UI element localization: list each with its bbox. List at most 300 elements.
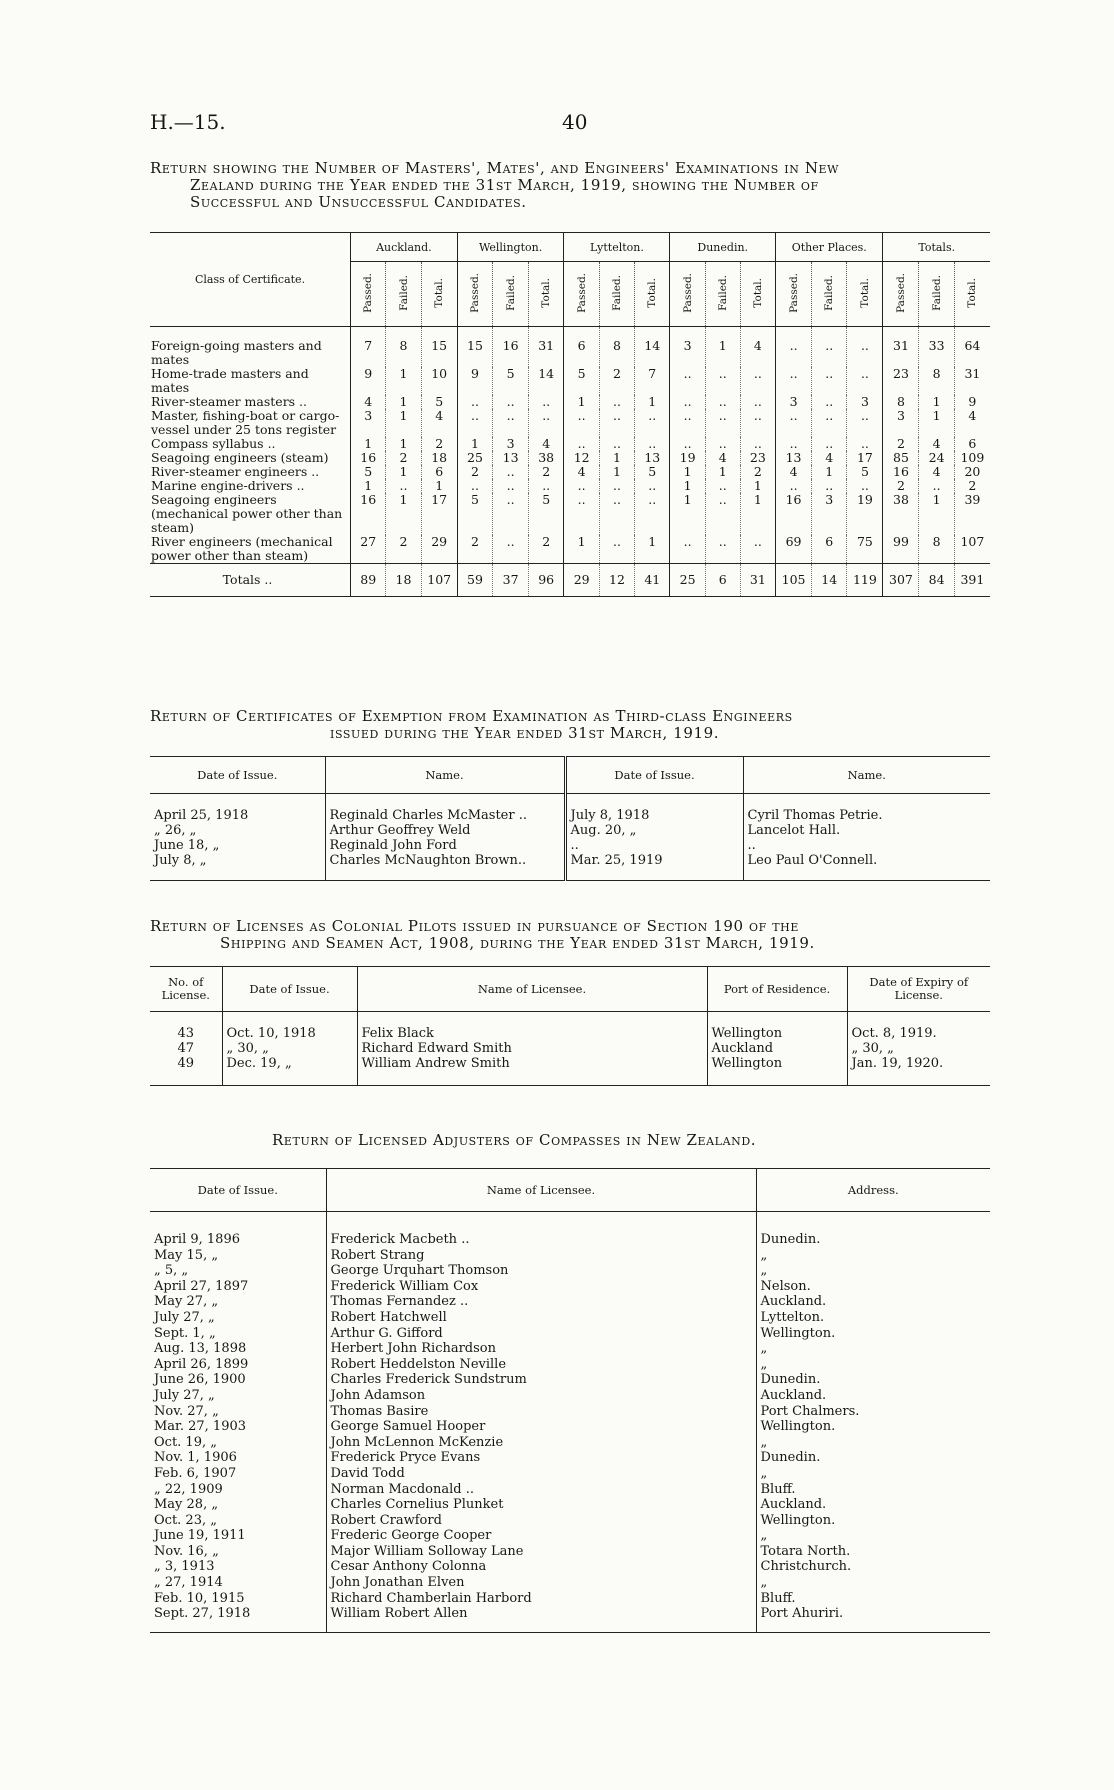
count-cell: 3 (351, 409, 386, 437)
table-row (150, 1575, 990, 1591)
date-cell: June 18, „ (154, 838, 220, 853)
address-cell: Port Ahuriri. (756, 1606, 990, 1632)
count-cell: 3 (670, 327, 705, 368)
count-cell: 3 (776, 395, 812, 409)
count-cell: .. (812, 367, 847, 395)
count-cell: 2 (457, 465, 493, 479)
licensee-cell: Herbert John Richardson (326, 1341, 756, 1357)
port-cell: Auckland (707, 1041, 847, 1056)
table-row (150, 1419, 990, 1435)
count-cell: .. (812, 327, 847, 368)
count-cell: 6 (421, 465, 457, 479)
count-cell: 5 (493, 367, 529, 395)
date-cell: „ 26, „ (154, 823, 197, 838)
count-cell: 2 (528, 465, 564, 479)
count-cell: .. (528, 479, 564, 493)
examinations-table (150, 232, 990, 597)
name-cell: Reginald Charles McMaster .. (325, 794, 565, 824)
licensee-cell: Charles Frederick Sundstrum (326, 1372, 756, 1388)
table-row (150, 1310, 990, 1326)
adjusters-title: Return of Licensed Adjusters of Compasses in New Zealand. (272, 1131, 757, 1149)
certificate-class: River engineers (mechanical power other than steam) (151, 534, 333, 563)
sub-header: Total. (421, 262, 457, 327)
count-cell: 2 (386, 451, 421, 465)
date-cell: .. (565, 838, 743, 853)
sub-header: Passed. (564, 262, 599, 327)
date-cell: „ 30, „ (222, 1041, 357, 1056)
count-cell: .. (599, 395, 634, 409)
count-cell: 5 (635, 465, 670, 479)
date-cell: May 27, „ (154, 1294, 219, 1310)
count-cell: .. (493, 409, 529, 437)
count-cell: .. (847, 437, 883, 451)
count-cell: .. (599, 535, 634, 564)
count-cell: .. (812, 479, 847, 493)
count-cell: 2 (883, 437, 919, 451)
table-row (150, 493, 990, 535)
count-cell: 13 (635, 451, 670, 465)
sub-header: Passed. (776, 262, 812, 327)
sub-header: Passed. (457, 262, 493, 327)
address-cell: Dunedin. (756, 1450, 990, 1466)
table-row (150, 1450, 990, 1466)
certificate-class: Home-trade masters and mates (151, 366, 309, 395)
table-row (150, 465, 990, 479)
count-cell: .. (599, 437, 634, 451)
address-cell: „ (756, 1357, 990, 1373)
group-header: Dunedin. (670, 233, 776, 262)
date-cell: Aug. 13, 1898 (154, 1341, 247, 1357)
count-cell: .. (599, 493, 634, 535)
date-cell: Nov. 27, „ (154, 1403, 219, 1419)
table-row (150, 1513, 990, 1529)
address-cell: „ (756, 1248, 990, 1264)
address-cell: „ (756, 1528, 990, 1544)
pilots-table (150, 966, 990, 1086)
date-cell: Aug. 20, „ (565, 823, 743, 838)
date-cell: „ 22, 1909 (154, 1481, 223, 1497)
total-cell: 59 (457, 564, 493, 597)
count-cell: .. (740, 367, 775, 395)
count-cell: 1 (386, 395, 421, 409)
count-cell: 4 (919, 437, 954, 451)
count-cell: 13 (493, 451, 529, 465)
licensee-cell: John McLennon McKenzie (326, 1435, 756, 1451)
sub-header: Failed. (493, 262, 529, 327)
count-cell: 1 (564, 395, 599, 409)
group-header: Wellington. (457, 233, 564, 262)
total-cell: 89 (351, 564, 386, 597)
count-cell: .. (705, 535, 740, 564)
count-cell: 7 (351, 327, 386, 368)
date-cell: Oct. 10, 1918 (222, 1012, 357, 1042)
table-row (150, 1497, 990, 1513)
count-cell: 1 (705, 465, 740, 479)
count-cell: 1 (599, 451, 634, 465)
total-cell: 41 (635, 564, 670, 597)
count-cell: 4 (954, 409, 990, 437)
name-cell: Arthur Geoffrey Weld (325, 823, 565, 838)
count-cell: 29 (421, 535, 457, 564)
count-cell: 23 (883, 367, 919, 395)
count-cell: .. (493, 535, 529, 564)
count-cell: 5 (421, 395, 457, 409)
count-cell: 9 (457, 367, 493, 395)
count-cell: 31 (528, 327, 564, 368)
address-cell: Bluff. (756, 1482, 990, 1498)
count-cell: .. (776, 479, 812, 493)
col-date-of-issue: Date of Issue. (150, 757, 325, 794)
count-cell: 64 (954, 327, 990, 368)
address-cell: Port Chalmers. (756, 1404, 990, 1420)
count-cell: 2 (386, 535, 421, 564)
count-cell: 2 (457, 535, 493, 564)
count-cell: .. (670, 395, 705, 409)
licensee-cell: Robert Strang (326, 1248, 756, 1264)
count-cell: 17 (421, 493, 457, 535)
count-cell: .. (635, 493, 670, 535)
col-expiry: Date of Expiry of License. (847, 967, 990, 1012)
licensee-cell: John Adamson (326, 1388, 756, 1404)
count-cell: 8 (883, 395, 919, 409)
table-row (150, 1279, 990, 1295)
total-cell: 96 (528, 564, 564, 597)
count-cell: 16 (351, 451, 386, 465)
count-cell: 1 (599, 465, 634, 479)
date-cell: May 28, „ (154, 1497, 219, 1513)
count-cell: .. (776, 409, 812, 437)
count-cell: 16 (776, 493, 812, 535)
certificate-class: River-steamer engineers .. (151, 464, 320, 479)
adjusters-table (150, 1168, 990, 1633)
count-cell: 1 (635, 535, 670, 564)
table-row (150, 1559, 990, 1575)
group-header: Totals. (883, 233, 990, 262)
table-row (150, 1357, 990, 1373)
count-cell: 1 (351, 479, 386, 493)
table-row (150, 1591, 990, 1607)
count-cell: 14 (528, 367, 564, 395)
address-cell: „ (756, 1435, 990, 1451)
licensee-cell: Frederick Pryce Evans (326, 1450, 756, 1466)
count-cell: 1 (919, 395, 954, 409)
licensee-cell: Frederic George Cooper (326, 1528, 756, 1544)
licensee-cell: William Robert Allen (326, 1606, 756, 1632)
total-cell: 119 (847, 564, 883, 597)
count-cell: 1 (386, 367, 421, 395)
date-cell: June 19, 1911 (154, 1528, 246, 1544)
count-cell: .. (847, 367, 883, 395)
date-cell: Mar. 27, 1903 (154, 1419, 247, 1435)
date-cell: Sept. 1, „ (154, 1325, 216, 1341)
count-cell: 1 (919, 409, 954, 437)
table-row (150, 794, 990, 824)
count-cell: 2 (599, 367, 634, 395)
count-cell: 39 (954, 493, 990, 535)
count-cell: 7 (635, 367, 670, 395)
count-cell: 23 (740, 451, 775, 465)
count-cell: 12 (564, 451, 599, 465)
count-cell: .. (493, 395, 529, 409)
date-cell: April 9, 1896 (154, 1232, 240, 1247)
table-row (150, 1404, 990, 1420)
address-cell: Dunedin. (756, 1372, 990, 1388)
count-cell: 15 (421, 327, 457, 368)
totals-label: Totals .. (150, 564, 351, 597)
count-cell: 24 (919, 451, 954, 465)
count-cell: 1 (421, 479, 457, 493)
count-cell: .. (457, 479, 493, 493)
sub-header: Total. (635, 262, 670, 327)
count-cell: 25 (457, 451, 493, 465)
total-cell: 37 (493, 564, 529, 597)
date-cell: Nov. 16, „ (154, 1543, 219, 1559)
certificate-class: River-steamer masters .. (151, 394, 308, 409)
count-cell: 1 (670, 493, 705, 535)
count-cell: .. (528, 409, 564, 437)
table-row (150, 1263, 990, 1279)
licensee-cell: George Samuel Hooper (326, 1419, 756, 1435)
count-cell: 3 (883, 409, 919, 437)
count-cell: 1 (635, 395, 670, 409)
report-reference: H.—15. (150, 110, 226, 134)
date-cell: July 27, „ (154, 1387, 215, 1403)
count-cell: 31 (954, 367, 990, 395)
col-name: Name. (743, 757, 990, 794)
expiry-cell: Oct. 8, 1919. (847, 1012, 990, 1042)
name-cell: Leo Paul O'Connell. (743, 853, 990, 881)
address-cell: Totara North. (756, 1544, 990, 1560)
count-cell: 4 (564, 465, 599, 479)
count-cell: .. (740, 437, 775, 451)
count-cell: 6 (954, 437, 990, 451)
total-cell: 105 (776, 564, 812, 597)
count-cell: 6 (564, 327, 599, 368)
exams-title: Return showing the Number of Masters', Mates', and Engineers' Examinations in New Zealand during the Year ended the 31st March, 1919, showing the Number of Successful and Unsuccessful Candidates. (150, 159, 840, 211)
count-cell: 27 (351, 535, 386, 564)
table-row (150, 1544, 990, 1560)
count-cell: 107 (954, 535, 990, 564)
exemption-title: Return of Certificates of Exemption from Examination as Third-class Engineers issued during the Year ended 31st March, 1919. (150, 707, 793, 742)
date-cell: June 26, 1900 (154, 1372, 246, 1388)
table-row (150, 1606, 990, 1632)
count-cell: 1 (386, 493, 421, 535)
count-cell: 3 (847, 395, 883, 409)
count-cell: 4 (528, 437, 564, 451)
licensee-cell: Richard Edward Smith (357, 1041, 707, 1056)
count-cell: .. (705, 437, 740, 451)
certificate-class: Compass syllabus .. (151, 436, 276, 451)
count-cell: 5 (564, 367, 599, 395)
address-cell: Auckland. (756, 1294, 990, 1310)
count-cell: 8 (919, 367, 954, 395)
count-cell: .. (812, 395, 847, 409)
count-cell: 4 (351, 395, 386, 409)
date-cell: „ 5, „ (154, 1263, 189, 1279)
table-row (150, 451, 990, 465)
page-number: 40 (562, 110, 588, 134)
address-cell: Lyttelton. (756, 1310, 990, 1326)
count-cell: 5 (457, 493, 493, 535)
count-cell: .. (386, 479, 421, 493)
count-cell: 16 (493, 327, 529, 368)
license-no-cell: 43 (177, 1026, 195, 1041)
licensee-cell: Cesar Anthony Colonna (326, 1559, 756, 1575)
count-cell: .. (564, 493, 599, 535)
count-cell: 33 (919, 327, 954, 368)
count-cell: 19 (847, 493, 883, 535)
col-license-no: No. of License. (150, 967, 222, 1012)
count-cell: 17 (847, 451, 883, 465)
count-cell: .. (740, 409, 775, 437)
table-row (150, 1528, 990, 1544)
count-cell: 1 (812, 465, 847, 479)
address-cell: „ (756, 1466, 990, 1482)
count-cell: 5 (351, 465, 386, 479)
address-cell: Bluff. (756, 1591, 990, 1607)
total-cell: 107 (421, 564, 457, 597)
count-cell: 1 (386, 437, 421, 451)
total-cell: 307 (883, 564, 919, 597)
count-cell: 2 (528, 535, 564, 564)
licensee-cell: Major William Solloway Lane (326, 1544, 756, 1560)
count-cell: 3 (812, 493, 847, 535)
col-licensee: Name of Licensee. (357, 967, 707, 1012)
count-cell: 1 (740, 493, 775, 535)
date-cell: May 15, „ (154, 1247, 219, 1263)
date-cell: Nov. 1, 1906 (154, 1450, 237, 1466)
col-date-of-issue: Date of Issue. (222, 967, 357, 1012)
date-cell: July 8, 1918 (565, 794, 743, 824)
count-cell: .. (705, 479, 740, 493)
sub-header: Failed. (705, 262, 740, 327)
page-header (150, 110, 990, 140)
table-row (150, 823, 990, 838)
count-cell: 5 (528, 493, 564, 535)
table-row (150, 1326, 990, 1342)
count-cell: 9 (954, 395, 990, 409)
sub-header: Passed. (883, 262, 919, 327)
table-row (150, 327, 990, 368)
count-cell: 15 (457, 327, 493, 368)
count-cell: .. (670, 367, 705, 395)
date-cell: Oct. 23, „ (154, 1512, 217, 1528)
count-cell: 2 (740, 465, 775, 479)
licensee-cell: Charles Cornelius Plunket (326, 1497, 756, 1513)
licensee-cell: Norman Macdonald .. (326, 1482, 756, 1498)
table-row (150, 838, 990, 853)
count-cell: 38 (528, 451, 564, 465)
license-no-cell: 47 (177, 1041, 195, 1056)
group-header: Auckland. (351, 233, 458, 262)
port-cell: Wellington (707, 1056, 847, 1086)
licensee-cell: David Todd (326, 1466, 756, 1482)
licensee-cell: Felix Black (357, 1012, 707, 1042)
group-header: Other Places. (776, 233, 883, 262)
count-cell: .. (705, 409, 740, 437)
address-cell: „ (756, 1263, 990, 1279)
count-cell: .. (776, 437, 812, 451)
count-cell: 4 (919, 465, 954, 479)
count-cell: .. (635, 437, 670, 451)
count-cell: 14 (635, 327, 670, 368)
count-cell: .. (493, 493, 529, 535)
table-row (150, 1372, 990, 1388)
sub-header: Passed. (670, 262, 705, 327)
table-row (150, 395, 990, 409)
count-cell: .. (705, 367, 740, 395)
total-cell: 84 (919, 564, 954, 597)
count-cell: 10 (421, 367, 457, 395)
licensee-cell: Thomas Fernandez .. (326, 1294, 756, 1310)
count-cell: .. (847, 327, 883, 368)
total-cell: 12 (599, 564, 634, 597)
licensee-cell: George Urquhart Thomson (326, 1263, 756, 1279)
count-cell: 1 (386, 409, 421, 437)
date-cell: April 27, 1897 (154, 1278, 249, 1294)
address-cell: Nelson. (756, 1279, 990, 1295)
count-cell: .. (812, 437, 847, 451)
count-cell: 19 (670, 451, 705, 465)
table-row (150, 1056, 990, 1086)
date-cell: Dec. 19, „ (222, 1056, 357, 1086)
count-cell: 8 (386, 327, 421, 368)
count-cell: 75 (847, 535, 883, 564)
count-cell: .. (564, 409, 599, 437)
sub-header: Total. (740, 262, 775, 327)
count-cell: 2 (421, 437, 457, 451)
count-cell: 4 (421, 409, 457, 437)
table-row (150, 1388, 990, 1404)
count-cell: .. (528, 395, 564, 409)
date-cell: July 27, „ (154, 1309, 215, 1325)
count-cell: 31 (883, 327, 919, 368)
count-cell: .. (670, 437, 705, 451)
date-cell: Sept. 27, 1918 (150, 1606, 326, 1632)
expiry-cell: Jan. 19, 1920. (847, 1056, 990, 1086)
count-cell: 8 (919, 535, 954, 564)
sub-header: Failed. (386, 262, 421, 327)
certificate-class: Marine engine-drivers .. (151, 478, 305, 493)
expiry-cell: „ 30, „ (847, 1041, 990, 1056)
license-no-cell: 49 (150, 1056, 222, 1086)
address-cell: „ (756, 1341, 990, 1357)
count-cell: .. (493, 479, 529, 493)
date-cell: Feb. 10, 1915 (154, 1590, 245, 1606)
group-header: Lyttelton. (564, 233, 670, 262)
date-cell: Oct. 19, „ (154, 1434, 217, 1450)
table-row (150, 437, 990, 451)
count-cell: .. (705, 493, 740, 535)
address-cell: Christchurch. (756, 1559, 990, 1575)
address-cell: „ (756, 1575, 990, 1591)
date-cell: „ 27, 1914 (154, 1575, 223, 1591)
date-cell: April 26, 1899 (154, 1356, 249, 1372)
count-cell: 6 (812, 535, 847, 564)
count-cell: .. (847, 479, 883, 493)
count-cell: .. (670, 535, 705, 564)
table-row (150, 367, 990, 395)
count-cell: .. (812, 409, 847, 437)
count-cell: 16 (351, 493, 386, 535)
col-licensee: Name of Licensee. (326, 1169, 756, 1212)
count-cell: .. (776, 327, 812, 368)
count-cell: 8 (599, 327, 634, 368)
licensee-cell: Robert Hatchwell (326, 1310, 756, 1326)
count-cell: .. (564, 479, 599, 493)
count-cell: .. (847, 409, 883, 437)
table-row (150, 1041, 990, 1056)
